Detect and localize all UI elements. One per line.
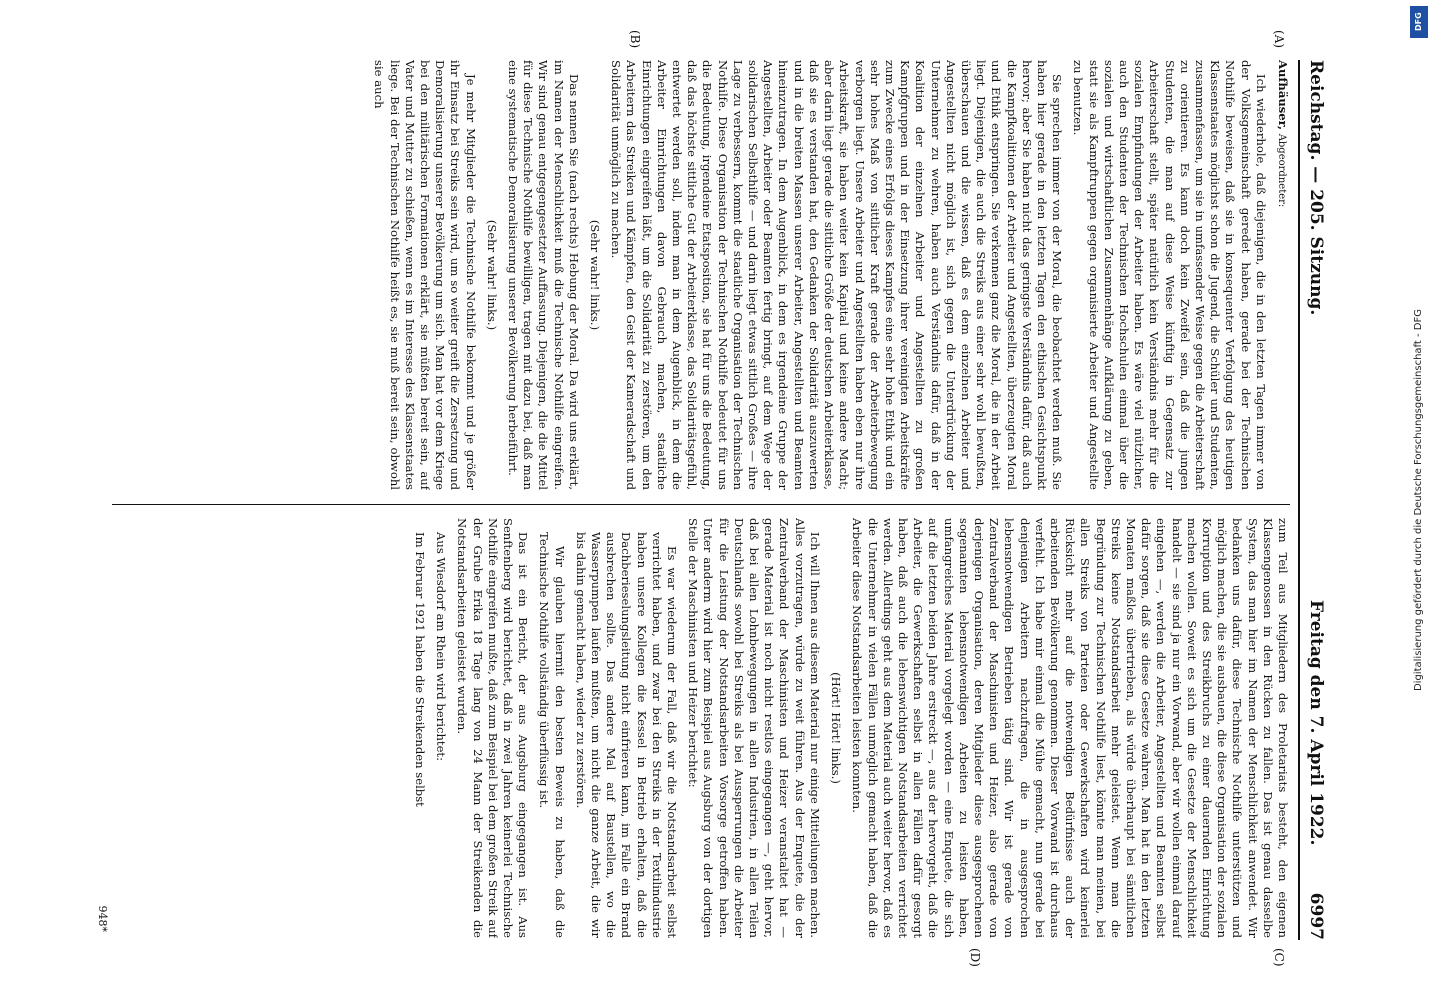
right-paragraph-5: Im Februar 1921 haben die Streikenden selbst [413, 532, 428, 807]
right-paragraph-4: Aus Wiesdorf am Rhein wird berichtet: [434, 532, 449, 761]
newspaper-page [92, 20, 1342, 980]
left-paragraph-2: Sie sprechen immer von der Moral, die beobachtet werden muß. Sie haben hier gerade in den letzten Tagen den ethischen Gesichtspunkt hervor; aber Sie haben nicht das geringste Verständnis dafür, daß auch die Kampfkoalitionen der Arbeiter und Angestellten, überzeugten Moral und Ethik entspringen. Sie verkennen ganz die Moral, die in der Arbeit liegt. Diejenigen, die auch die Streiks aus einer sehr wohl bewußten, überschauen und die wissen, daß es dem einzelnen Arbeiter und Angestellten nicht möglich ist, sich gegen die Unterdrückung der Unternehmer zu wehren, haben auch Verständnis dafür, daß in der Koalition der einzelnen Arbeiter und Angestellten zu großen Kampfgruppen und in der Einsetzung ihrer vereinigten Arbeitskräfte zum Zwecke eines Erfolgs dieses Kampfes eine sehr hohe Ethik und ein sehr hohes Maß von sittlicher Kraft gerade der Arbeiterbewegung verborgen liegt. Unsere Arbeiter und Angestellten haben eben nur ihre Arbeitskraft, sie haben weiter kein Kapital und keine andere Macht; aber darin liegt gerade die sittliche Größe der deutschen Arbeiterklasse, daß sie es verstanden hat, den Gedanken der Solidarität auszuwerten und in die breiten Massen unserer Arbeiter, Angestellten und Beamten hineinzutragen. In dem Augenblick, in dem es irgendeine Gruppe der Angestellten, Arbeiter oder Beamten fertig bringt, auf dem Wege der solidarischen Selbsthilfe — und darin liegt etwas sittlich Großes — ihre Lage zu verbessern, kommt die staatliche Organisation der Technischen Nothilfe. Diese Organisation der Technischen Nothilfe bedeutet für uns die Bedeutung, irgendeine Etatsposition, sie hat für uns die Bedeutung, daß das höchste sittliche Gut der Arbeiterklasse, das Solidaritätsgefühl, entwertet werden soll, indem man in dem Augenblick, in dem die Arbeiter Einrichtungen davon Gebrauch machen, staatliche Einrichtungen eingreifen läßt, um die Solidarität zu zerstören, um den Arbeitern das Streiken und Kämpfen, den Geist der Kameradschaft und Solidarität unmöglich zu machen. [609, 60, 1065, 490]
right-column [112, 518, 1290, 938]
quote-paragraph-2: Wir glauben hiermit den besten Beweis zu haben, daß die Technische Nothilfe vollständig überflüssig ist. [537, 532, 567, 938]
right-interjection-1: (Hört! Hört! links.) [829, 672, 844, 784]
page-header [1298, 60, 1330, 940]
margin-marker-b: (B) [628, 30, 642, 49]
right-paragraph-2: Ich will Ihnen aus diesem Material nur einige Mitteilungen machen. Alles vorzutragen, würde zu weit führen. Aus der Enquete, die der Zentralverband der Maschinisten und Heizer veranstaltet hat — gerade Material ist noch nicht restlos eingegangen —, geht hervor, daß bei allen Lohnbewegungen in allen Industrien, in allen Teilen Deutschlands sowohl bei Streiks als bei Aussperrungen die Arbeiter für die Leistung der Notstandsarbeiten Vorsorge getroffen haben. Unter anderm wird hier zum Beispiel aus Augsburg von der dortigen Stelle der Maschinisten und Heizer berichtet: [686, 518, 822, 938]
left-paragraph-3: Das nennen Sie (nach rechts) Hebung der Moral. Da wird uns erklärt, im Namen der Menschlichkeit muß die Technische Nothilfe eingreifen. Wir sind genau entgegengesetzter Auffassung. Diejenigen, die die Mittel für diese Technische Nothilfe bewilligen, tragen mit dazu bei, daß man eine systematische Demoralisierung unserer Bevölkerung herbeiführt. [506, 60, 581, 490]
right-paragraph-1: zum Teil aus Mitgliedern des Proletariats besteht, den eigenen Klassengenossen in den Rücken zu fallen. Das ist genau dasselbe System, das man hier im Namen der Menschlichkeit anwendet. Wir bedanken uns dafür, diese Technische Nothilfe unterstützen und möglich machen, die sie ausbauen, die diese Organisation der sozialen Korruption und des Streikbruchs zu einer dauernden Einrichtung machen wollen. Soweit es sich um die Gesetze der Menschlichkeit handelt — sie sind ja nur ein Vorwand, aber wir wollen einmal darauf eingehen —, werden die Arbeiter, Angestellten und Beamten selbst dafür sorgen, daß sie diese Gesetze wahren. Man hat in den letzten Monaten maßlos übertrieben, als würde überhaupt bei sämtlichen Streiks keine Notstandsarbeit mehr geleistet. Wenn man die Begründung zur Technischen Nothilfe liest, könnte man meinen, bei allen Streiks von Parteien oder Gewerkschaften wird keinerlei Rücksicht mehr auf die notwendigen Bedürfnisse auch der arbeitenden Bevölkerung genommen. Dieser Vorwand ist durchaus verfehlt. Ich habe mir einmal die Mühe gemacht, nun gerade bei denjenigen Arbeitern nachzufragen, die in ausgesprochen lebensnotwendigen Betrieben tätig sind. Wir ist gerade von Zentralverband der Maschinisten und Heizer, also gerade von derjenigen Organisation, deren Mitglieder diese ausgesprochenen sogenannten lebensnotwendigen Arbeiten zu leisten haben, umfangreiches Material vorgelegt worden — eine Enquete, die sich auf die letzten beiden Jahre erstreckt —, aus der hervorgeht, daß die Arbeiter, die Gewerkschaften selbst in allen Fällen dafür gesorgt haben, daß auch die lebenswichtigen Notstandsarbeiten verrichtet werden. Allerdings geht aus dem Material auch weiter hervor, daß es die Unternehmer in vielen Fällen unmöglich gemacht haben, daß die Arbeiter diese Notstandsarbeiten leisten konnten. [850, 518, 1290, 938]
speaker-line [1274, 60, 1290, 490]
sheet-number: 948* [96, 905, 109, 932]
dfg-logo: DFG [1410, 6, 1428, 38]
column-divider [112, 504, 1290, 505]
digitization-note-text: Digitalisierung gefördert durch die Deutsche Forschungsgemeinschaft - DFG [1413, 309, 1424, 692]
speaker-name: Aufhäuser, [1276, 60, 1290, 130]
left-column [112, 60, 1290, 490]
right-paragraph-3: Das ist ein Bericht, der aus Augsburg eingegangen ist. Aus Senftenberg wird berichtet, daß in zwei Jahren keinerlei Technische Nothilfe eingreifen mußte, daß zum Beispiel bei dem großen Streik auf der Grube Erika 18 Tage lang von 24 Mann der Streikenden die Notstandsarbeiten geleistet wurden. [455, 518, 531, 938]
margin-marker-c: (C) [1272, 948, 1286, 967]
speaker-role: Abgeordneter: [1276, 133, 1287, 208]
header-page-number: 6997 [1306, 892, 1326, 940]
quoted-report [536, 518, 679, 938]
margin-marker-d: (D) [968, 948, 982, 967]
margin-marker-a: (A) [1272, 30, 1286, 49]
left-interjection-1: (Sehr wahr! links.) [588, 219, 603, 331]
header-session-title: Reichstag. — 205. Sitzung. [1306, 60, 1326, 316]
digitization-note [1410, 8, 1428, 992]
left-interjection-2: (Sehr wahr! links.) [484, 219, 499, 331]
left-paragraph-4: Je mehr Mitglieder die Technische Nothilfe bekommt und je größer ihr Einsatz bei Streiks sein wird, um so weiter greift die Zersetzung und Demoralisierung unserer Bevölkerung um sich. Man hat vor dem Kriege bei den militärischen Formationen erklärt, sie müßten bereit sein, auf Vater und Mutter zu schießen, wenn es im Interesse des Klassenstaates liege. Bei der Technischen Nothilfe heißt es, sie muß bereit sein, obwohl sie auch [372, 60, 478, 490]
left-paragraph-1: Ich wiederhole, daß diejenigen, die in den letzten Tagen immer von der Volksgemeinschaft geredet haben, gerade bei der Technischen Nothilfe beweisen, daß sie in konsequenter Verfolgung des heutigen Klassenstaates möglichst schon die Jugend, die Schüler und Studenten, zusammenfassen, um sie in umfassender Weise gegen die Arbeiterschaft zu orientieren. Es kann doch kein Zweifel sein, daß die jungen Studenten, die man auf diese Weise künftig in Gegensatz zur Arbeiterschaft stellt, später natürlich kein Verständnis mehr für die sozialen Empfindungen der Arbeiter haben. Es wäre viel nützlicher, auch den Studenten der Technischen Hochschulen einmal über die sozialen und wirtschaftlichen Zusammenhänge Aufklärung zu geben, statt sie als Kampftruppen gegen organisierte Arbeiter und Angestellte zu benutzen. [1071, 60, 1268, 490]
header-date: Freitag den 7. April 1922. [1306, 600, 1326, 846]
quote-paragraph-1: Es war wiederum der Fall, daß wir die Notstandsarbeit selbst verrichtet haben, und zwar bei den Streiks in der Textilindustrie haben unsere Kollegen die Kessel in Betrieb erhalten, daß die Dachberieselungsleitung nicht einfrieren kann, im Falle ein Brand ausbrechen sollte. Das andere Mal auf Baustellen, wo die Wasserpumpen laufen mußten, um nicht die ganze Arbeit, die wir bis dahin gemacht haben, wieder zu zerstören. [573, 532, 680, 938]
